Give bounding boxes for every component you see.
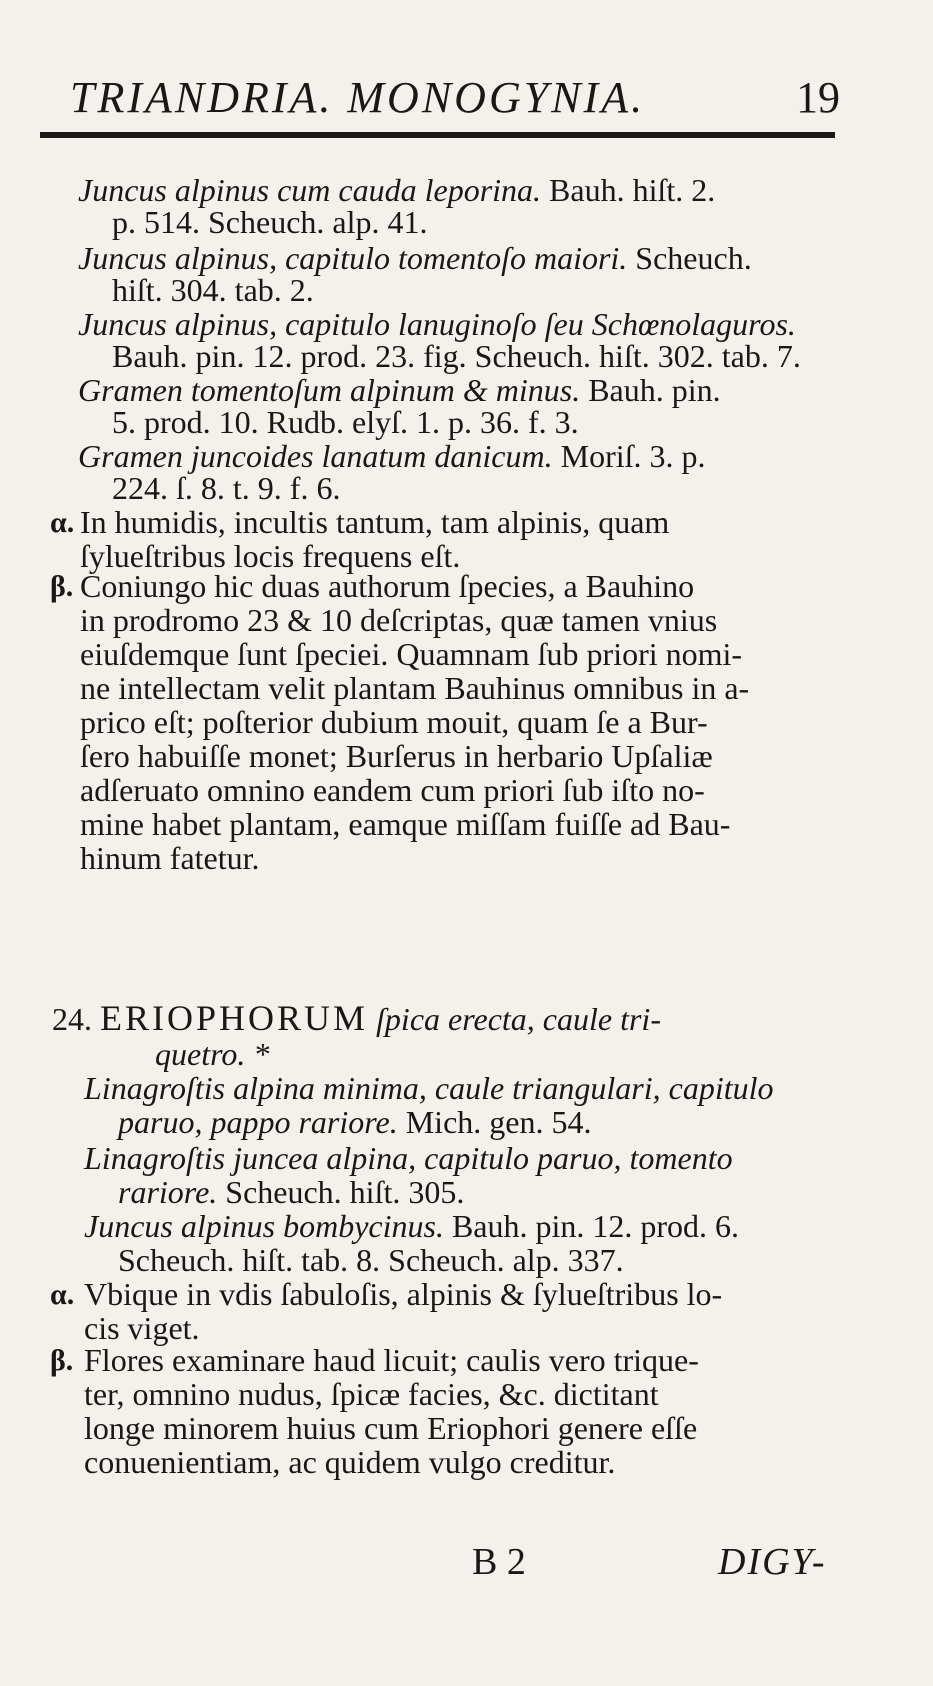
note-line: Coniungo hic duas authorum ſpecies, a Bauhino	[80, 568, 695, 604]
note-line: longe minorem huius cum Eriophori genere eſſe	[84, 1410, 698, 1446]
note-line: Flores examinare haud licuit; caulis vero trique-	[84, 1342, 699, 1378]
synonym-line: Gramen juncoides lanatum danicum. Moriſ. 3. p.	[78, 438, 706, 474]
synonym-line: Juncus alpinus, capitulo lanuginoſo ſeu Schœnolaguros.	[78, 306, 796, 342]
note-line: ter, omnino nudus, ſpicæ facies, &c. dictitant	[84, 1376, 659, 1412]
beta-marker: β.	[50, 1344, 74, 1377]
synonym-line: Scheuch. hiſt. tab. 8. Scheuch. alp. 337.	[118, 1242, 624, 1278]
synonym-line: p. 514. Scheuch. alp. 41.	[112, 204, 428, 240]
synonym-line: Juncus alpinus, capitulo tomentoſo maiori. Scheuch.	[78, 240, 752, 276]
running-title: TRIANDRIA. MONOGYNIA.	[70, 73, 646, 122]
header-rule	[40, 132, 835, 138]
note-line: prico eſt; poſterior dubium mouit, quam ſe a Bur-	[80, 704, 708, 740]
genus-name: ERIOPHORUM	[100, 998, 369, 1038]
note-line: ne intellectam velit plantam Bauhinus omnibus in a-	[80, 670, 750, 706]
note-line: adſeruato omnino eandem cum priori ſub iſto no-	[80, 772, 705, 808]
note-line: mine habet plantam, eamque miſſam fuiſſe ad Bau-	[80, 806, 731, 842]
note-line: in prodromo 23 & 10 deſcriptas, quæ tamen vnius	[80, 602, 718, 638]
habitat-line: ſylueſtribus locis frequens eſt.	[80, 538, 461, 574]
synonym-line: Linagroſtis alpina minima, caule triangulari, capitulo	[84, 1070, 774, 1106]
note-line: hinum fatetur.	[80, 840, 260, 876]
synonym-line: Juncus alpinus bombycinus. Bauh. pin. 12. prod. 6.	[84, 1208, 740, 1244]
alpha-marker: α.	[50, 506, 75, 539]
synonym-line: paruo, pappo rariore. Mich. gen. 54.	[118, 1104, 592, 1140]
synonym-line: rariore. Scheuch. hiſt. 305.	[118, 1174, 465, 1210]
running-header	[70, 72, 840, 122]
catchword: DIGY-	[718, 1541, 827, 1583]
synonym-line: 5. prod. 10. Rudb. elyſ. 1. p. 36. f. 3.	[112, 404, 579, 440]
synonym-line: 224. ſ. 8. t. 9. f. 6.	[112, 470, 341, 506]
species-number: 24.	[52, 1001, 92, 1037]
species-heading	[52, 1000, 661, 1037]
habitat-line: Vbique in vdis ſabuloſis, alpinis & ſylueſtribus lo-	[84, 1276, 723, 1312]
note-line: eiuſdemque ſunt ſpeciei. Quamnam ſub priori nomi-	[80, 636, 743, 672]
note-line: ſero habuiſſe monet; Burſerus in herbario Upſaliæ	[80, 738, 713, 774]
habitat-line: In humidis, incultis tantum, tam alpinis, quam	[80, 504, 670, 540]
species-diagnosis-cont: quetro. *	[155, 1036, 270, 1072]
signature-mark: B 2	[472, 1541, 526, 1583]
synonym-line: Linagroſtis juncea alpina, capitulo paruo, tomento	[84, 1140, 733, 1176]
page-number: 19	[796, 73, 840, 122]
synonym-line: Gramen tomentoſum alpinum & minus. Bauh. pin.	[78, 372, 721, 408]
species-diagnosis: ſpica erecta, caule tri-	[376, 1001, 661, 1037]
synonym-line: Bauh. pin. 12. prod. 23. fig. Scheuch. hiſt. 302. tab. 7.	[112, 338, 801, 374]
synonym-line: Juncus alpinus cum cauda leporina. Bauh. hiſt. 2.	[78, 172, 716, 208]
habitat-line: cis viget.	[84, 1310, 200, 1346]
synonym-line: hiſt. 304. tab. 2.	[112, 272, 314, 308]
beta-marker: β.	[50, 570, 74, 603]
note-line: conuenientiam, ac quidem vulgo creditur.	[84, 1444, 616, 1480]
alpha-marker: α.	[50, 1278, 75, 1311]
